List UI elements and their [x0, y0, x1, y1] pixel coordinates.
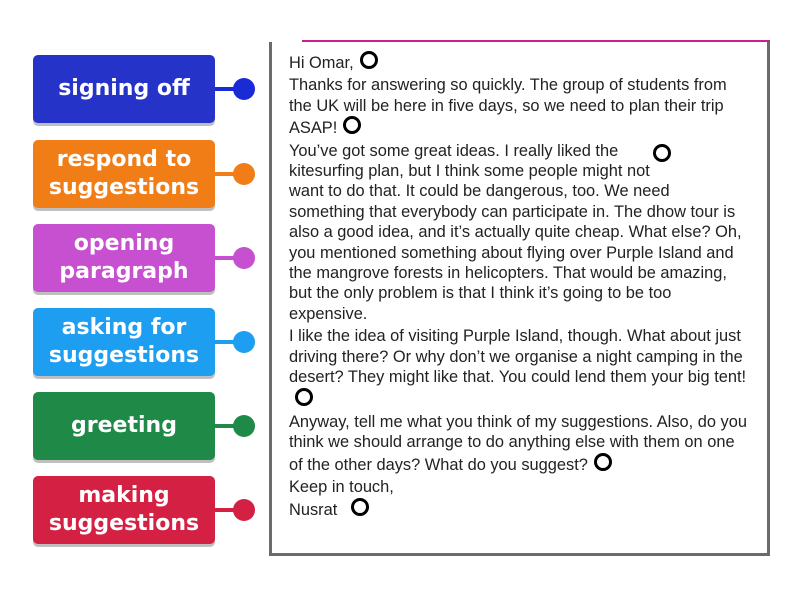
drag-handle-making-suggestions[interactable]: [233, 499, 255, 521]
letter-making: [289, 326, 749, 410]
letter-asking: [289, 412, 749, 475]
drag-handle-opening-paragraph[interactable]: [233, 247, 255, 269]
drag-handle-greeting[interactable]: [233, 415, 255, 437]
drop-target-making[interactable]: [295, 388, 313, 406]
asking-text: Anyway, tell me what you think of my suggestions. Also, do you think we should arrange to do anything else with them on one of the other days? What do you suggest?: [289, 412, 747, 474]
label-asking-for-suggestions[interactable]: asking for suggestions: [33, 308, 215, 376]
drag-handle-respond-to-suggestions[interactable]: [233, 163, 255, 185]
making-text: I like the idea of visiting Purple Island, though. What about just driving there? Or why don’t we organise a night camping in the desert? They might like that. You could lend them your big tent!: [289, 327, 747, 387]
drop-target-opening[interactable]: [343, 116, 361, 134]
drag-handle-signing-off[interactable]: [233, 78, 255, 100]
letter-opening: [289, 75, 749, 138]
label-making-suggestions[interactable]: making suggestions: [33, 476, 215, 544]
drop-target-asking[interactable]: [594, 453, 612, 471]
drop-target-respond[interactable]: [653, 144, 671, 162]
drag-handle-asking-for-suggestions[interactable]: [233, 331, 255, 353]
drop-target-signoff[interactable]: [351, 498, 369, 516]
signoff-line-1: Keep in touch,: [289, 478, 394, 497]
letter-signoff: [289, 477, 749, 520]
letter-respond: [289, 141, 749, 325]
label-respond-to-suggestions[interactable]: respond to suggestions: [33, 140, 215, 208]
signoff-line-2: Nusrat: [289, 500, 338, 519]
label-greeting[interactable]: greeting: [33, 392, 215, 460]
respond-text: You’ve got some great ideas. I really liked the kitesurfing plan, but I think some people might not want to do that. It could be dangerous, too. We need something that everybody can participate in. The dhow tour is also a good idea, and it’s actually quite cheap. What else? Oh, you mentioned something about flying over Purple Island and the mangrove forests in helicopters. That would be amazing, but the only problem is that I think it’s going to be too expensive.: [289, 141, 742, 323]
drop-target-greeting[interactable]: [360, 51, 378, 69]
letter-panel: [269, 42, 770, 556]
letter-text: [289, 51, 749, 522]
greeting-text: Hi Omar,: [289, 54, 354, 72]
letter-greeting: [289, 51, 749, 73]
label-opening-paragraph[interactable]: opening paragraph: [33, 224, 215, 292]
opening-text: Thanks for answering so quickly. The group of students from the UK will be here in five days, so we need to plan their trip ASAP!: [289, 76, 727, 138]
label-signing-off[interactable]: signing off: [33, 55, 215, 123]
